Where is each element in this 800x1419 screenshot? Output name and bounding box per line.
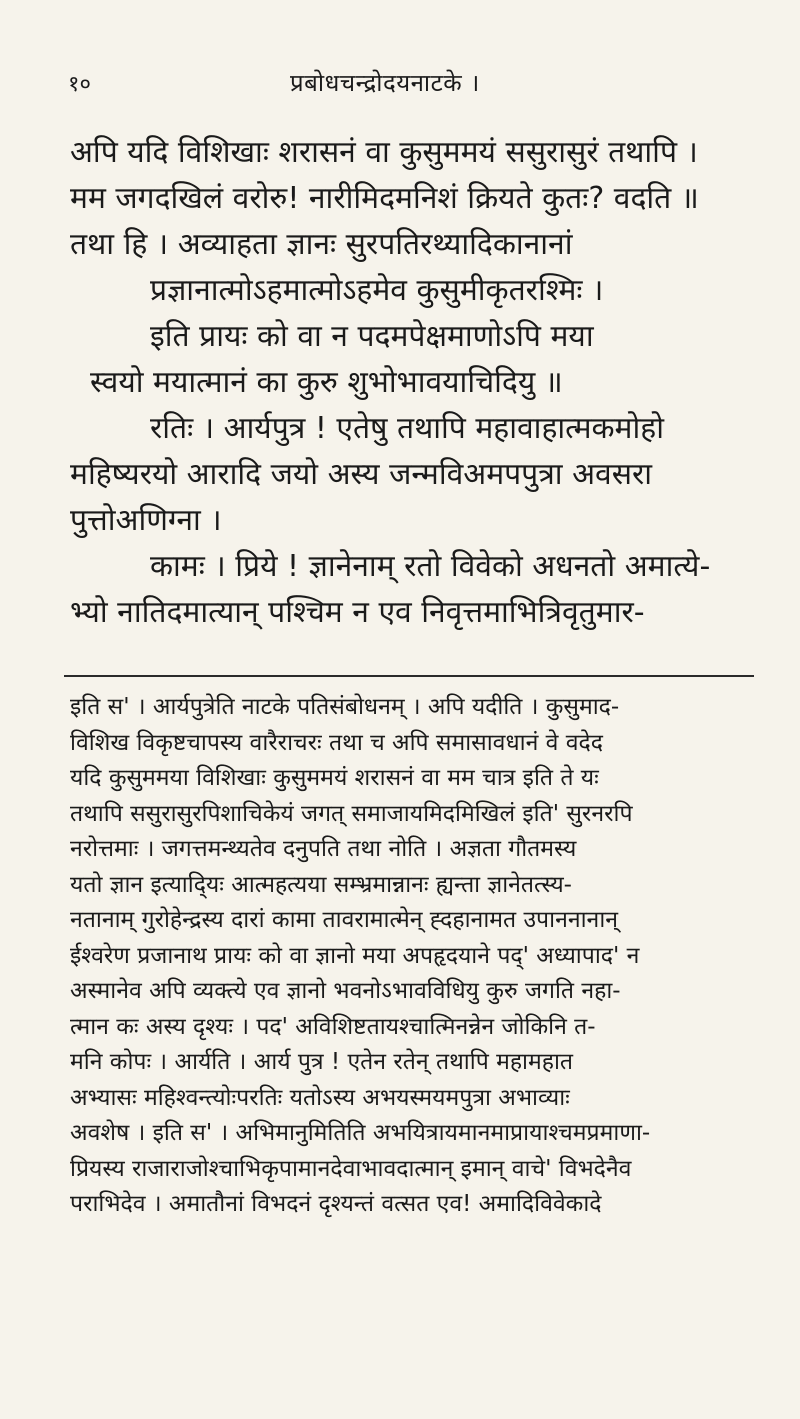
commentary-line: यतो ज्ञान इत्यादि्यः आत्महत्यया सम्भ्रमान्नानः ह्यन्ता ज्ञानेतत्स्य- xyxy=(70,871,572,898)
running-header xyxy=(60,62,740,102)
verse-text xyxy=(70,130,750,636)
verse-line: कामः । प्रिये ! ज्ञानेनाम् रतो विवेको अधनतो अमात्ये- xyxy=(150,549,711,584)
commentary-line: पराभिदेव । अमातौनां विभदनं दृश्यन्तं वत्सत एव! अमादिविवेकादे xyxy=(70,1191,602,1217)
verse-line: महिष्यरयो आरादि जयो अस्य जन्मविअमपपुत्रा अवसरा xyxy=(70,457,653,492)
verse-line: तथा हि । अव्याहता ज्ञानः सुरपतिरथ्यादिकानानां xyxy=(70,227,573,262)
page-number: १० xyxy=(68,72,91,97)
commentary-line: मनि कोपः । आर्यति । आर्य पुत्र ! एतेन रतेन् तथापि महामहात xyxy=(70,1049,574,1075)
verse-line: मम जगदखिलं वरोरु! नारीमिदमनिशं क्रियते कुतः? वदति ॥ xyxy=(70,181,699,216)
verse-line: इति प्रायः को वा न पदमपेक्षमाणोऽपि मया xyxy=(150,319,594,354)
verse-line: प्रज्ञानात्मोऽहमात्मोऽहमेव कुसुमीकृतरश्मिः । xyxy=(150,273,604,308)
verse-line: स्वयो मयात्मानं का कुरु शुभोभावयाचिदियु ॥ xyxy=(90,365,563,400)
commentary-line: तथापि ससुरासुरपिशाचिकेयं जगत् समाजायमिदमिखिलं इति' सुरनरपि xyxy=(70,800,633,827)
verse-line: भ्यो नातिदमात्यान् पश्चिम न एव निवृत्तमाभित्रिवृतुमार- xyxy=(70,595,645,630)
commentary-line: अवशेष । इति स' । अभिमानुमितिति अभयित्रायमानमाप्रायाश्चमप्रमाणा- xyxy=(70,1120,651,1146)
commentary-line: ईश्वरेण प्रजानाथ प्रायः को वा ज्ञानो मया अपहृदयाने पद्‌' अध्यापाद' न xyxy=(70,942,640,969)
commentary-line: नतानाम् गुरोहेन्द्रस्य दारां कामा तावरामात्मेन् ह्दहानामत उपाननानान् xyxy=(70,907,619,933)
running-title: प्रबोधचन्द्रोदयनाटके । xyxy=(290,69,480,97)
commentary-line: नरोत्तमाः । जगत्तमन्थ्यतेव दनुपति तथा नोति । अज्ञता गौतमस्य xyxy=(70,836,577,862)
commentary-line: यदि कुसुममया विशिखाः कुसुममयं शरासनं वा मम चात्र इति ते यः xyxy=(70,765,599,791)
commentary-line: इति स' । आर्यपुत्रेति नाटके पतिसंबोधनम् । अपि यदीति । कुसुमाद- xyxy=(70,694,620,720)
commentary-line: त्मान कः अस्य दृश्यः । पद' अविशिष्टतायश्चात्मिनन्नेन जोकिनि त- xyxy=(70,1013,596,1040)
verse-line: अपि यदि विशिखाः शरासनं वा कुसुममयं ससुरासुरं तथापि । xyxy=(70,135,698,170)
commentary-line: प्रियस्य राजाराजोश्चाभिकृपामानदेवाभावदात्मान् इमान् वाचे' विभदेनैव xyxy=(70,1155,632,1182)
section-divider xyxy=(64,675,754,677)
commentary-line: अभ्यासः महिश्वन्त्योःपरतिः यतोऽस्य अभयस्मयमपुत्रा अभाव्याः xyxy=(70,1084,570,1111)
commentary-text xyxy=(70,690,750,1223)
commentary-line: अस्मानेव अपि व्यक्त्ये एव ज्ञानो भवनोऽभावविधियु कुरु जगति नहा- xyxy=(70,978,621,1004)
verse-line: पुत्तोअणिग्ना । xyxy=(70,503,222,538)
commentary-line: विशिख विकृष्टचापस्य वारैराचरः तथा च अपि समासावधानं वे वदेद xyxy=(70,729,603,756)
verse-line: रतिः । आर्यपुत्र ! एतेषु तथापि महावाहात्मकमोहो xyxy=(150,411,664,446)
